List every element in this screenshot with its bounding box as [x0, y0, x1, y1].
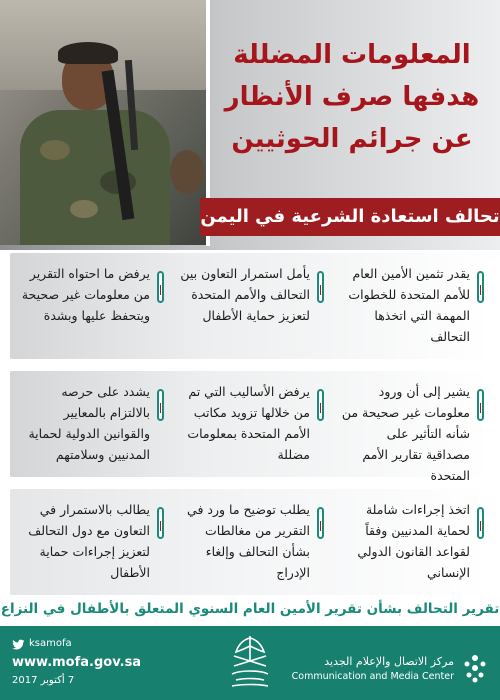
point-text: يشير إلى أن ورود معلومات غير صحيحة من شأنه التأثير على مصداقية تقارير الأمم المتحدة	[341, 384, 470, 483]
website-link[interactable]: www.mofa.gov.sa	[12, 655, 142, 670]
bullet-marker-icon	[317, 507, 324, 539]
point-item	[336, 381, 484, 483]
media-center-name: مركز الاتصال والإعلام الجديد	[324, 655, 454, 668]
point-text: يطالب بالاستمرار في التعاون مع دول التحالف لتعزيز إجراءات حماية الأطفال	[28, 502, 150, 580]
twitter-icon[interactable]	[12, 638, 25, 651]
point-item	[336, 263, 484, 351]
point-item	[16, 263, 164, 351]
headline	[212, 34, 492, 160]
bullet-marker-icon	[157, 271, 164, 303]
point-item	[176, 499, 324, 587]
coalition-banner: تحالف استعادة الشرعية في اليمن	[200, 198, 500, 236]
point-item	[336, 499, 484, 587]
points-row-3	[10, 489, 490, 595]
points-row-1	[10, 253, 490, 359]
report-summary: تقرير التحالف بشأن تقرير الأمين العام السنوي المتعلق بالأطفال في النزاع	[0, 601, 500, 617]
ministry-emblem-icon	[222, 632, 278, 694]
point-item	[16, 381, 164, 469]
bullet-marker-icon	[317, 271, 324, 303]
twitter-handle[interactable]: ksamofa	[29, 638, 72, 649]
headline-line-1: المعلومات المضللة	[233, 40, 471, 70]
media-center-logo-icon	[460, 652, 490, 684]
point-text: اتخذ إجراءات شاملة لحماية المدنيين وفقاً لقواعد القانون الدولي الإنساني	[357, 502, 470, 580]
point-item	[176, 381, 324, 469]
headline-line-3: عن جرائم الحوثيين	[231, 124, 473, 154]
soldier-photo	[0, 0, 210, 245]
points-row-2	[10, 371, 490, 483]
points-grid	[10, 253, 490, 607]
point-text: يطلب توضيح ما ورد في التقرير من مغالطات بشأن التحالف وإلغاء الإدراج	[187, 502, 310, 580]
bullet-marker-icon	[477, 271, 484, 303]
media-center-name-en: Communication and Media Center	[291, 671, 454, 682]
point-item	[16, 499, 164, 587]
publish-date: 7 أكتوبر 2017	[12, 675, 75, 686]
headline-line-2: هدفها صرف الأنظار	[224, 82, 480, 112]
bullet-marker-icon	[477, 389, 484, 421]
point-text: يشدد على حرصه بالالتزام بالمعايير والقوانين الدولية لحماية المدنيين وسلامتهم	[28, 384, 150, 462]
point-item	[176, 263, 324, 351]
point-text: يرفض الأساليب التي تم من خلالها تزويد مكاتب الأمم المتحدة بمعلومات مضللة	[187, 384, 310, 462]
bullet-marker-icon	[317, 389, 324, 421]
bullet-marker-icon	[477, 507, 484, 539]
footer	[0, 626, 500, 700]
bullet-marker-icon	[157, 389, 164, 421]
header-section	[0, 0, 500, 250]
point-text: يقدر تثمين الأمين العام للأمم المتحدة للخطوات المهمة التي اتخذها التحالف	[348, 266, 470, 344]
point-text: يرفض ما احتواه التقرير من معلومات غير صحيحة ويتحفظ عليها وبشدة	[21, 266, 150, 323]
bullet-marker-icon	[157, 507, 164, 539]
point-text: يأمل استمرار التعاون بين التحالف والأمم المتحدة لتعزيز حماية الأطفال	[180, 266, 310, 323]
